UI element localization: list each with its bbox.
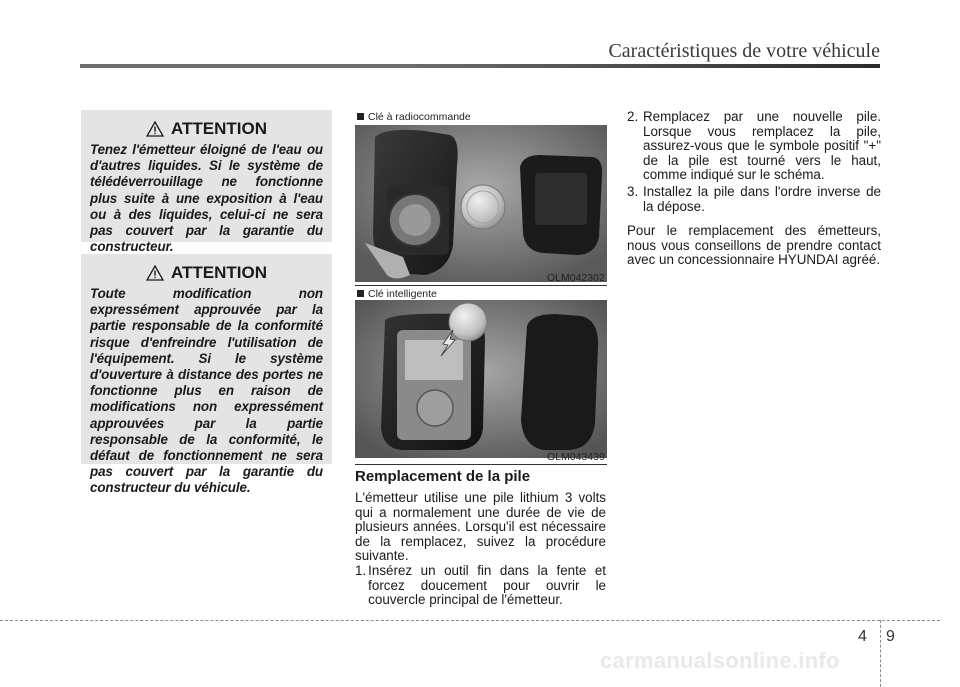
attention-text: Tenez l'émetteur éloigné de l'eau ou d'autres liquides. Si le système de télédéverrouillage ne fonctionne plus suite à une exposition à l'eau ou à des liquides, celui-ci ne sera pas couvert par la garantie du constructeur.	[90, 142, 323, 255]
dealer-note: Pour le remplacement des émetteurs, nous vous conseillons de prendre contact avec un concessionnaire HYUNDAI agréé.	[627, 223, 881, 268]
chapter-number: 4	[858, 628, 867, 645]
warning-triangle-icon	[146, 265, 164, 281]
right-column-text	[627, 110, 881, 268]
page-number: 9	[886, 628, 895, 645]
photo-smart-key-battery	[355, 300, 607, 458]
attention-box-modification	[81, 254, 332, 496]
figure-divider	[355, 285, 607, 286]
attention-heading: ATTENTION	[170, 119, 267, 138]
section-title: Remplacement de la pile	[355, 468, 531, 485]
smart-key-illustration	[355, 300, 607, 458]
step-2: 2. Remplacez par une nouvelle pile. Lorsque vous remplacez la pile, assurez-vous que le symbole positif "+" de la pile est tourné vers le haut, comme indiqué sur le schéma.	[627, 109, 881, 183]
folding-key-illustration	[355, 125, 607, 282]
footer-dashed-line	[0, 620, 940, 621]
attention-heading: ATTENTION	[170, 263, 267, 282]
figure-divider	[355, 464, 607, 465]
page-header-title: Caractéristiques de votre véhicule	[608, 40, 880, 62]
figure-code: OLM042302	[547, 272, 605, 284]
photo-folding-key-battery	[355, 125, 607, 282]
intro-paragraph: L'émetteur utilise une pile lithium 3 volts qui a normalement une durée de vie de plusieurs années. Lorsqu'il est nécessaire de la remplacez, suivez la procédure suivante.	[355, 490, 606, 564]
figure-label-smart-key: Clé intelligente	[357, 288, 437, 300]
warning-triangle-icon	[146, 121, 164, 137]
attention-text: Toute modification non expressément approuvée par la partie responsable de la conformité risque d'enfreindre l'utilisation de l'équipement. Si le système d'ouverture à distance des portes ne fonctionne plus en raison de modifications non expressément approuvées par la partie responsable de la conformité, le défaut de fonctionnement ne sera pas couvert par la garantie du constructeur du véhicule.	[90, 286, 323, 496]
step-3: 3. Installez la pile dans l'ordre inverse de la dépose.	[627, 183, 881, 214]
step-1: 1. Insérez un outil fin dans la fente et forcez doucement pour ouvrir le couvercle principal de l'émetteur.	[355, 562, 606, 608]
footer-vertical-dash	[880, 620, 881, 687]
watermark: carmanualsonline.info	[600, 648, 840, 673]
header-rule	[80, 64, 880, 68]
section-body	[355, 491, 606, 608]
attention-heading-row	[90, 262, 323, 284]
figure-code: OLM043439	[547, 451, 605, 463]
figure-label-folding-key: Clé à radiocommande	[357, 111, 471, 123]
attention-box-water	[81, 110, 332, 255]
attention-heading-row	[90, 118, 323, 140]
